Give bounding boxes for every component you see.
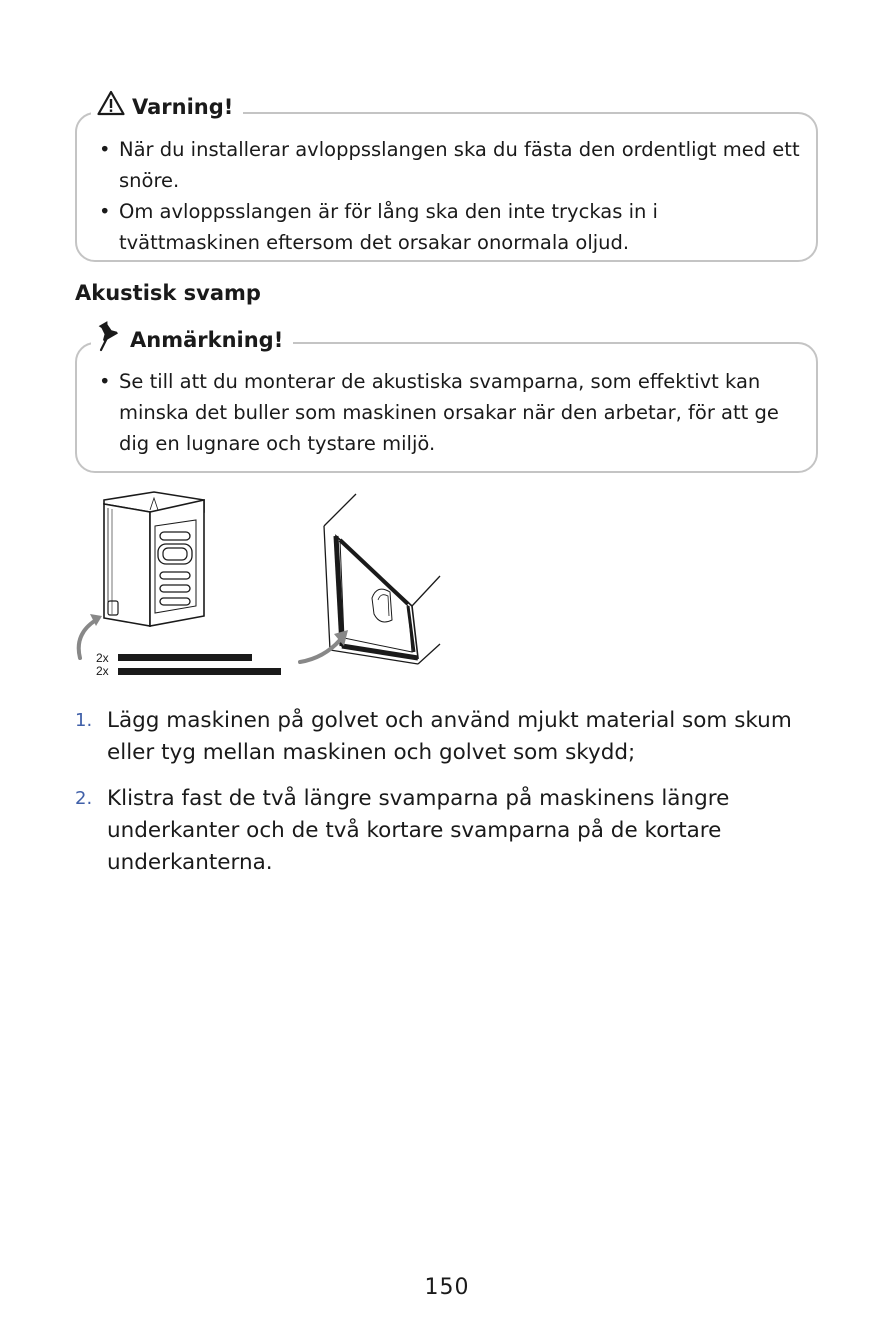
page-number: 150: [424, 1275, 470, 1300]
warning-triangle-icon: [97, 90, 125, 124]
long-sponge-bar: [118, 668, 281, 675]
note-box: [75, 328, 818, 473]
step-text: Klistra fast de två längre svamparna på maskinens längre underkanter och de två kortare svamparna på de kortare underkanterna.: [107, 786, 730, 875]
warning-header: [91, 90, 243, 124]
sponge-label-short: 2x: [96, 651, 109, 665]
step-text: Lägg maskinen på golvet och använd mjukt material som skum eller tyg mellan maskinen och golvet som skydd;: [107, 708, 792, 765]
sponge-installation-illustration: [72, 488, 452, 680]
step-number: 2.: [75, 788, 93, 809]
arrow-icon: [79, 620, 96, 658]
list-item: • Se till att du monterar de akustiska svamparna, som effektivt kan minska det buller som maskinen orsakar när den arbetar, för att ge dig en lugnare och tystare miljö.: [77, 366, 816, 459]
note-header: [91, 320, 293, 360]
sponge-label-long: 2x: [96, 664, 109, 678]
list-item: [75, 783, 835, 879]
step-number: 1.: [75, 710, 93, 731]
note-list: [77, 366, 816, 459]
list-item: • Om avloppsslangen är för lång ska den inte tryckas in i tvättmaskinen eftersom det orsakar onormala oljud.: [77, 196, 816, 258]
warning-box: [75, 95, 818, 262]
washing-machine-drawing: [104, 492, 204, 626]
pushpin-icon: [97, 320, 123, 360]
bullet-icon: •: [99, 138, 111, 161]
bullet-icon: •: [99, 200, 111, 223]
note-title: Anmärkning!: [130, 328, 284, 352]
warning-title: Varning!: [132, 95, 234, 119]
short-sponge-bar: [118, 654, 252, 661]
list-item: • När du installerar avloppsslangen ska du fästa den ordentligt med ett snöre.: [77, 134, 816, 196]
list-item: [75, 705, 835, 769]
bullet-icon: •: [99, 370, 111, 393]
section-heading: Akustisk svamp: [75, 281, 261, 305]
instruction-steps: [75, 705, 835, 893]
warning-list: [77, 134, 816, 258]
